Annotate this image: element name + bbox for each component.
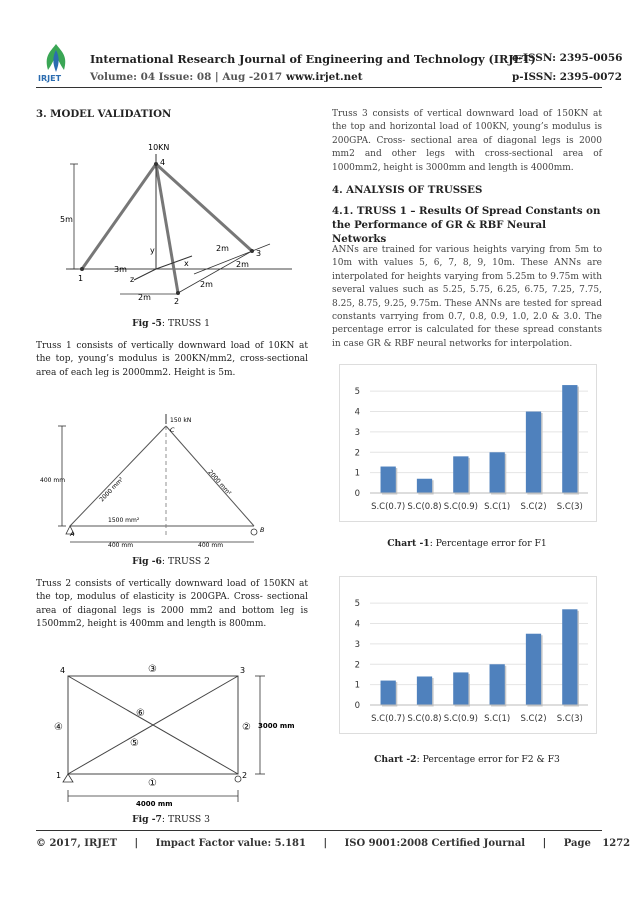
chart1-bar xyxy=(526,412,541,493)
anns-paragraph: ANNs are trained for various heights varying from 5m to 10m with values 5, 6, 7, 8, 9, 10m. These ANNs are interpolated for heights varying from 5.25m to 9.75m with several values such as 5.25, 5.75, 6.25, 6.75, 7.25, 7.75, 8.25, 8.75, 9.25, 9.75m. These ANNs are tested for spread constants varrying from 0.7, 0.8, 0.9, 1.0, 2.0 & 3.0. The percentage error is calculated for these spread constants in case GR & RBF neural networks for interpolation. xyxy=(332,245,602,349)
chart2-caption: Chart -2: Percentage error for F2 & F3 xyxy=(374,754,560,765)
chart1-percentage-error-f1 xyxy=(339,364,597,522)
truss2-paragraph: Truss 2 consists of vertically downward load of 150KN at the top, modulus of elasticity is 200GPA. Cross- sectional area of diagonal legs is 2000 mm2 and bottom leg is 1500mm2, height is 400mm and length is 800mm. xyxy=(36,579,308,630)
fig7-truss3-diagram xyxy=(50,660,300,808)
fig5-node3: 3 xyxy=(256,249,262,258)
chart1-xtick: S.C(2) xyxy=(520,502,547,512)
fig5-node1: 1 xyxy=(78,274,84,283)
fig7-length: 4000 mm xyxy=(136,800,173,808)
fig5-node4: 4 xyxy=(160,158,166,167)
chart2-xtick: S.C(2) xyxy=(520,714,547,724)
footer-page-number: 1272 xyxy=(602,838,631,849)
truss3-paragraph: Truss 3 consists of vertical downward load of 150KN at the top and horizontal load of 100KN, young’s modulus is 200GPA. Cross- sectional area of diagonal legs is 2000 mm2 and other legs with cross-sectional area of 1000mm2, height is 3000mm and length is 4000mm. xyxy=(332,109,602,173)
fig5-2m-d: 2m xyxy=(138,293,151,302)
chart2-ytick: 2 xyxy=(354,660,360,671)
fig6-right-area: 2000 mm² xyxy=(206,468,233,497)
footer-rule xyxy=(36,830,602,831)
fig6-truss2-diagram xyxy=(40,410,294,550)
footer-copyright: © 2017, IRJET xyxy=(36,838,118,849)
chart1-ytick: 0 xyxy=(354,489,360,499)
chart1-bar xyxy=(417,479,432,493)
fig6-node-b: B xyxy=(260,526,265,534)
fig5-height: 5m xyxy=(60,215,73,224)
chart2-ytick: 4 xyxy=(354,619,360,630)
chart1-bar xyxy=(490,452,505,493)
chart1-bar xyxy=(381,467,396,493)
fig7-node4: 4 xyxy=(60,666,66,675)
fig6-left-len: 400 mm xyxy=(108,542,134,549)
website-link[interactable]: www.irjet.net xyxy=(286,71,363,83)
footer-page-label: Page xyxy=(563,838,591,849)
fig6-height: 400 mm xyxy=(40,477,66,484)
volume-line: Volume: 04 Issue: 08 | Aug -2017 xyxy=(90,71,283,83)
e-issn: e-ISSN: 2395-0056 xyxy=(512,52,623,64)
journal-title: International Research Journal of Engineering and Technology (IRJET) xyxy=(90,52,536,66)
section-3-heading: 3. MODEL VALIDATION xyxy=(36,108,172,120)
chart1-xtick: S.C(0.8) xyxy=(407,502,442,512)
logo-text: IRJET xyxy=(38,74,62,83)
chart2-bar xyxy=(490,664,505,705)
fig6-bottom-area: 1500 mm² xyxy=(108,517,140,524)
fig5-load: 10KN xyxy=(148,143,170,152)
chart2-bar xyxy=(562,609,577,705)
fig6-right-len: 400 mm xyxy=(198,542,224,549)
fig5-z: z xyxy=(130,275,135,284)
chart2-ytick: 3 xyxy=(354,639,360,650)
footer-impact: Impact Factor value: 5.181 xyxy=(155,838,306,849)
fig5-truss1-diagram xyxy=(60,138,300,306)
fig7-member4: ④ xyxy=(54,722,63,733)
fig7-node2: 2 xyxy=(242,771,248,780)
fig7-node3: 3 xyxy=(240,666,246,675)
chart1-ytick: 4 xyxy=(354,407,360,418)
chart2-xtick: S.C(0.8) xyxy=(407,714,442,724)
fig6-load: 150 kN xyxy=(170,417,192,424)
subsection-4-1-heading: 4.1. TRUSS 1 – Results Of Spread Constants on the Performance of GR & RBF Neural Networks xyxy=(332,205,601,245)
chart1-xtick: S.C(1) xyxy=(484,502,511,512)
chart1-xtick: S.C(3) xyxy=(556,502,583,512)
fig7-height: 3000 mm xyxy=(258,722,295,730)
chart2-xtick: S.C(0.7) xyxy=(371,714,406,724)
p-issn: p-ISSN: 2395-0072 xyxy=(512,71,622,83)
chart2-ytick: 5 xyxy=(354,599,360,610)
footer: © 2017, IRJET | Impact Factor value: 5.181 | ISO 9001:2008 Certified Journal | Page 1272 xyxy=(36,838,631,849)
footer-iso: ISO 9001:2008 Certified Journal xyxy=(344,838,526,849)
fig6-node-a: A xyxy=(70,530,75,538)
chart2-xtick: S.C(0.9) xyxy=(443,714,478,724)
fig6-left-area: 2000 mm² xyxy=(98,476,126,504)
fig5-2m-b: 2m xyxy=(236,260,249,269)
chart2-bar xyxy=(417,676,432,705)
chart1-caption: Chart -1: Percentage error for F1 xyxy=(387,538,547,549)
fig5-node2: 2 xyxy=(174,297,180,306)
header-rule xyxy=(36,87,602,88)
chart1-xtick: S.C(0.9) xyxy=(443,502,478,512)
fig6-caption: Fig -6: TRUSS 2 xyxy=(132,556,210,567)
chart2-xtick: S.C(3) xyxy=(556,714,583,724)
chart2-bar xyxy=(381,681,396,705)
chart1-bar xyxy=(562,385,577,493)
fig7-member3: ③ xyxy=(148,664,157,675)
fig5-x: x xyxy=(184,259,189,268)
chart1-ytick: 1 xyxy=(354,468,360,479)
chart1-xtick: S.C(0.7) xyxy=(371,502,406,512)
chart2-bar xyxy=(526,634,541,705)
section-4-heading: 4. ANALYSIS OF TRUSSES xyxy=(332,184,483,196)
fig6-node-c: C xyxy=(170,426,175,434)
fig7-member2: ② xyxy=(242,722,251,733)
chart2-ytick: 0 xyxy=(354,701,360,711)
fig7-node1: 1 xyxy=(56,771,62,780)
fig5-2m-c: 2m xyxy=(200,280,213,289)
chart1-ytick: 3 xyxy=(354,427,360,438)
fig7-member6: ⑥ xyxy=(136,708,145,719)
chart2-ytick: 1 xyxy=(354,680,360,691)
fig7-member5: ⑤ xyxy=(130,738,139,749)
chart1-ytick: 2 xyxy=(354,448,360,459)
chart1-ytick: 5 xyxy=(354,387,360,398)
chart2-bar xyxy=(453,672,468,705)
fig5-3m: 3m xyxy=(114,265,127,274)
fig7-caption: Fig -7: TRUSS 3 xyxy=(132,814,210,825)
chart2-xtick: S.C(1) xyxy=(484,714,511,724)
fig5-y: y xyxy=(150,246,155,255)
truss1-paragraph: Truss 1 consists of vertically downward load of 10KN at the top, young’s modulus is 200KN/mm2, cross-sectional area of each leg is 2000mm2. Height is 5m. xyxy=(36,341,308,378)
fig7-member1: ① xyxy=(148,778,157,789)
chart2-percentage-error-f2-f3 xyxy=(339,576,597,734)
chart1-bar xyxy=(453,456,468,493)
fig5-2m-a: 2m xyxy=(216,244,229,253)
fig5-caption: Fig -5: TRUSS 1 xyxy=(132,318,210,329)
